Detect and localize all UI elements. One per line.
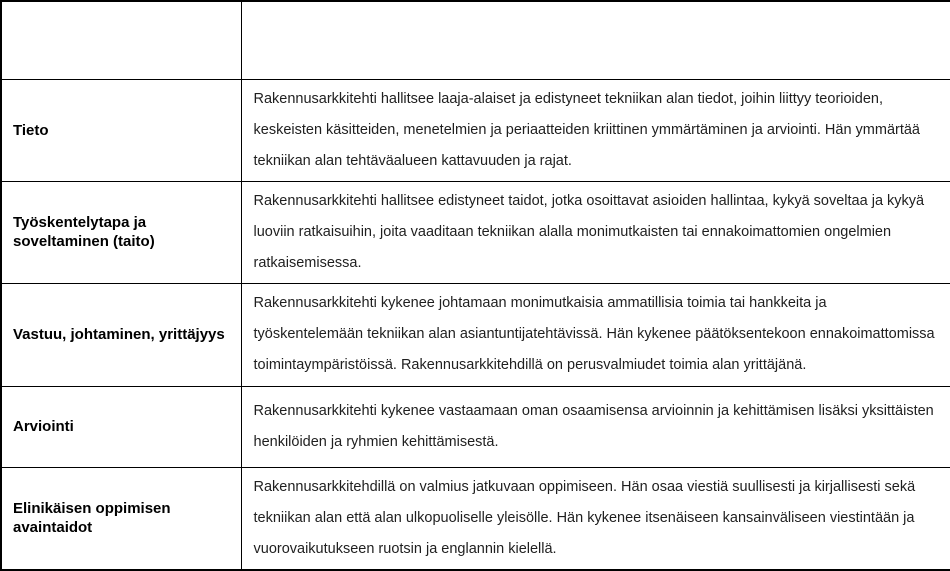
description-tieto: Rakennusarkkitehti hallitsee laaja-alaiset ja edistyneet tekniikan alan tiedot, joihin liittyy teorioiden, keskeisten käsitteiden, menetelmien ja periaatteiden kriittinen ymmärtäminen ja arviointi. Hän ymmärtää tekniikan alan tehtäväalueen kattavuuden ja rajat.: [241, 79, 950, 181]
area-label-vastuu: Vastuu, johtaminen, yrittäjyys: [1, 283, 241, 386]
area-label-tieto: Tieto: [1, 79, 241, 181]
description-tyoskentelytapa: Rakennusarkkitehti hallitsee edistyneet taidot, jotka osoittavat asioiden hallintaa, kykyä soveltaa ja kykyä luoviin ratkaisuihin, joita vaaditaan tekniikan alalla monimutkaisten tai ennakoimattomien ongelmien ratkaisemisessa.: [241, 181, 950, 283]
column-header-osaaminen-tasolla-6: Osaaminen tasolla 6: [241, 1, 950, 79]
table-row: [1, 467, 950, 570]
table-row: [1, 181, 950, 283]
area-label-elinikainen-oppiminen: Elinikäisen oppimisen avaintaidot: [1, 467, 241, 570]
table-header-row: [1, 1, 950, 79]
area-label-tyoskentelytapa: Työskentelytapa ja soveltaminen (taito): [1, 181, 241, 283]
table-row: [1, 386, 950, 467]
column-header-osaamisen-osa-alue: Osaamisen osa-alue: [1, 1, 241, 79]
table-row: [1, 79, 950, 181]
table-row: [1, 283, 950, 386]
description-arviointi: Rakennusarkkitehti kykenee vastaamaan oman osaamisensa arvioinnin ja kehittämisen lisäksi yksittäisten henkilöiden ja ryhmien kehittämisestä.: [241, 386, 950, 467]
description-elinikainen-oppiminen: Rakennusarkkitehdillä on valmius jatkuvaan oppimiseen. Hän osaa viestiä suullisesti ja kirjallisesti sekä tekniikan alan että alan ulkopuoliselle yleisölle. Hän kykenee itsenäiseen kansainväliseen viestintään ja vuorovaikutukseen ruotsin ja englannin kielellä.: [241, 467, 950, 570]
area-label-arviointi: Arviointi: [1, 386, 241, 467]
description-vastuu: Rakennusarkkitehti kykenee johtamaan monimutkaisia ammatillisia toimia tai hankkeita ja työskentelemään tekniikan alan asiantuntijatehtävissä. Hän kykenee päätöksentekoon ennakoimattomissa toimintaympäristöissä. Rakennusarkkitehdillä on perusvalmiudet toimia alan yrittäjänä.: [241, 283, 950, 386]
